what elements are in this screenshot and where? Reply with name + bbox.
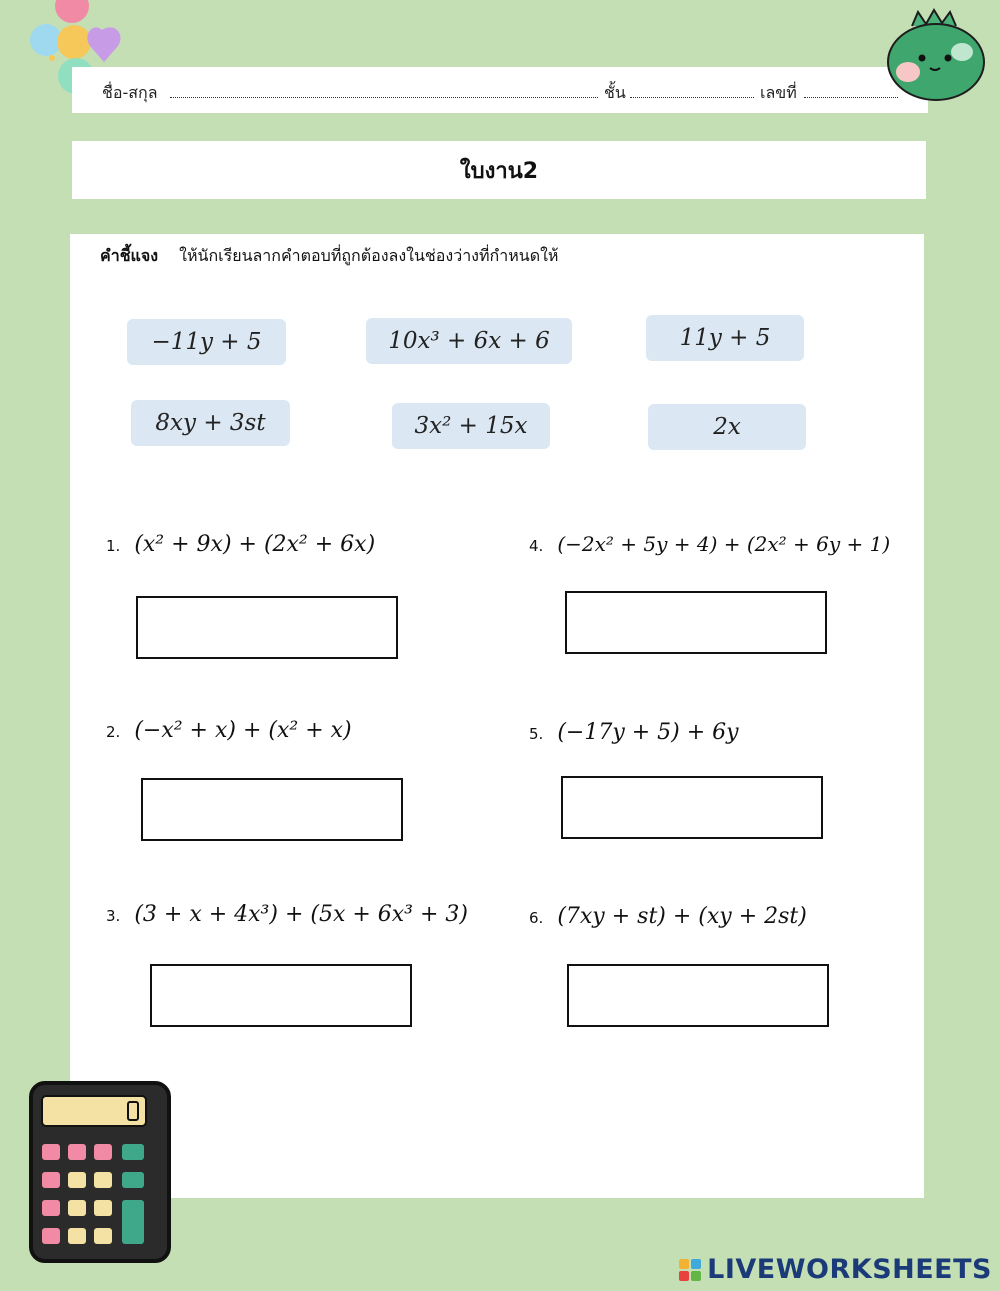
question-number: 4. <box>529 537 544 555</box>
answer-dropzone-6[interactable] <box>567 964 829 1027</box>
answer-dropzone-1[interactable] <box>136 596 398 659</box>
answer-chip-1[interactable]: −11y + 5 <box>127 319 286 365</box>
answer-chip-6[interactable]: 2x <box>648 404 806 450</box>
question-expression: (−2x² + 5y + 4) + (2x² + 6y + 1) <box>557 532 891 556</box>
question-2 <box>106 718 352 743</box>
question-number: 3. <box>106 907 121 925</box>
student-info-bar <box>72 67 928 113</box>
name-label: ชื่อ-สกุล <box>102 83 158 102</box>
question-expression: (−17y + 5) + 6y <box>557 720 739 745</box>
question-number: 2. <box>106 723 121 741</box>
question-5 <box>529 720 739 745</box>
liveworksheets-logo <box>679 1254 992 1285</box>
question-number: 6. <box>529 909 544 927</box>
worksheet-title: ใบงาน2 <box>459 158 539 184</box>
question-number: 5. <box>529 725 544 743</box>
name-blank <box>170 97 598 98</box>
question-expression: (−x² + x) + (x² + x) <box>134 718 352 743</box>
question-4 <box>529 532 890 556</box>
answer-chip-5[interactable]: 3x² + 15x <box>392 403 550 449</box>
instruction <box>100 244 558 269</box>
instruction-text: ให้นักเรียนลากคำตอบที่ถูกต้องลงในช่องว่างที่กำหนดให้ <box>179 246 559 265</box>
answer-dropzone-5[interactable] <box>561 776 823 839</box>
class-blank <box>630 97 754 98</box>
question-expression: (3 + x + 4x³) + (5x + 6x³ + 3) <box>134 902 468 927</box>
question-expression: (7xy + st) + (xy + 2st) <box>557 904 807 929</box>
answer-dropzone-4[interactable] <box>565 591 827 654</box>
worksheet-panel <box>70 234 924 1198</box>
dinosaur-mascot-icon <box>882 8 992 104</box>
question-number: 1. <box>106 537 121 555</box>
question-3 <box>106 902 468 927</box>
class-label: ชั้น <box>604 83 626 102</box>
calculator-icon <box>28 1080 174 1266</box>
question-1 <box>106 532 375 557</box>
number-label: เลขที่ <box>760 83 797 102</box>
question-expression: (x² + 9x) + (2x² + 6x) <box>134 532 376 557</box>
answer-chip-3[interactable]: 11y + 5 <box>646 315 804 361</box>
instruction-label: คำชี้แจง <box>100 246 159 265</box>
answer-chip-4[interactable]: 8xy + 3st <box>131 400 290 446</box>
answer-chip-2[interactable]: 10x³ + 6x + 6 <box>366 318 572 364</box>
question-6 <box>529 904 807 929</box>
worksheet-title-bar <box>72 141 926 199</box>
answer-dropzone-3[interactable] <box>150 964 412 1027</box>
answer-dropzone-2[interactable] <box>141 778 403 841</box>
brand-name: LIVEWORKSHEETS <box>707 1254 992 1285</box>
logo-mark-icon <box>679 1259 701 1281</box>
